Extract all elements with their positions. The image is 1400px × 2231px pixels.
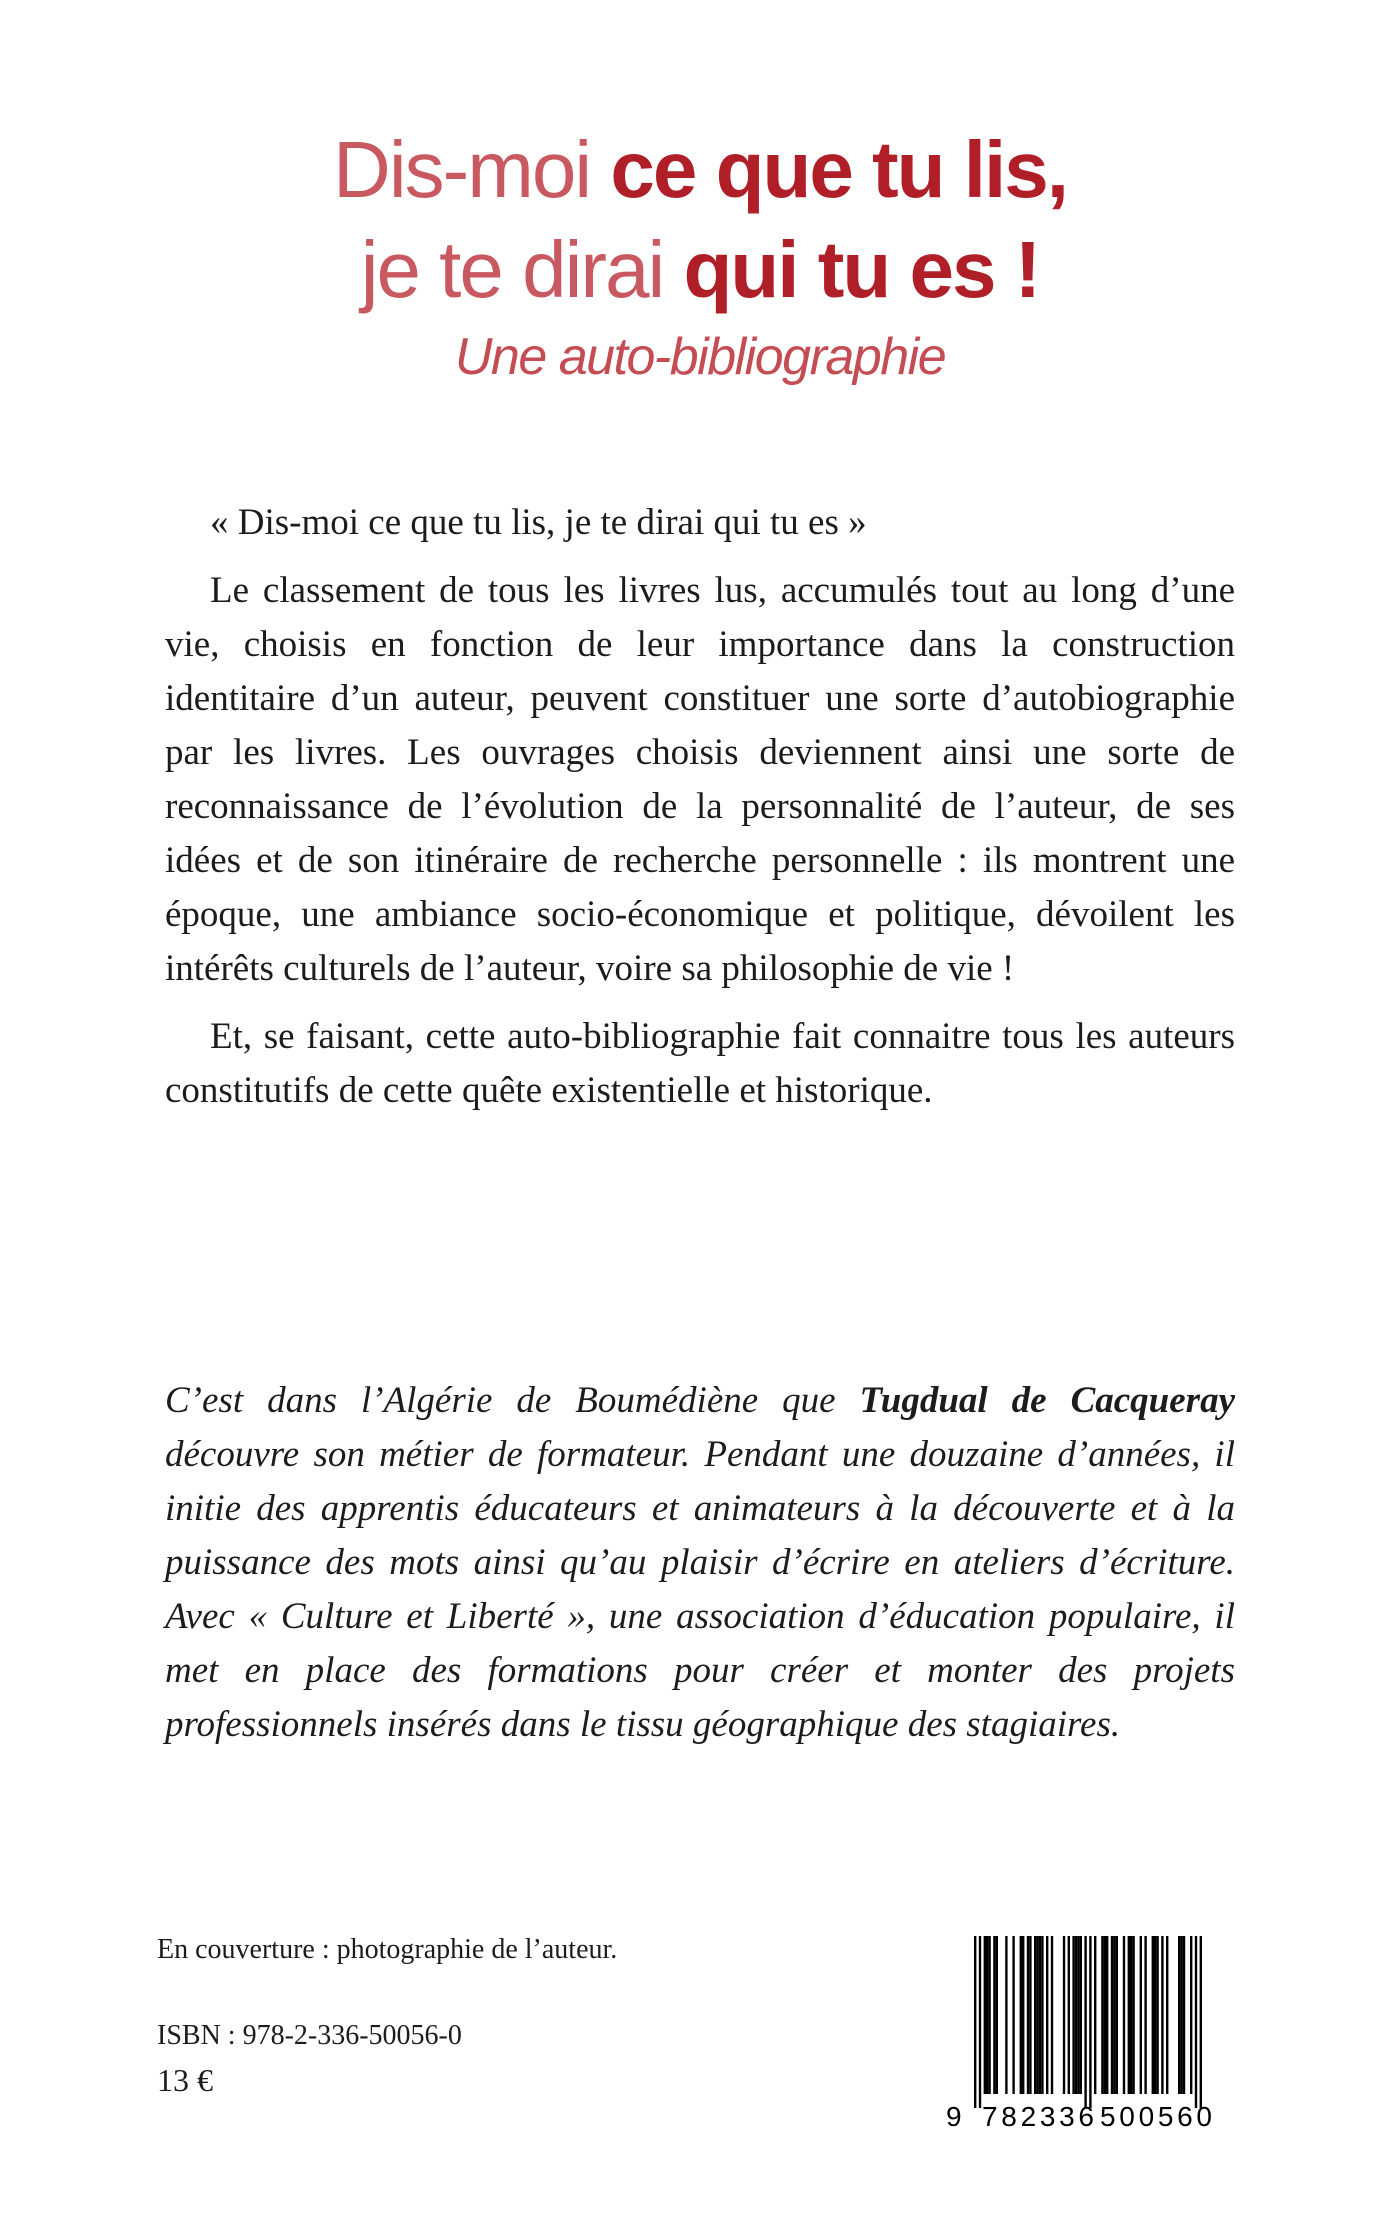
barcode-bar [993, 1936, 995, 2094]
barcode-bar [1200, 1936, 1202, 2108]
barcode-bar [1106, 1936, 1108, 2094]
barcode-bar [996, 1936, 998, 2094]
barcode-bar [1089, 1936, 1091, 2108]
barcode-bar [1113, 1936, 1115, 2094]
barcode-bar [1152, 1936, 1154, 2094]
title-line-1-light: Dis-moi [333, 125, 611, 214]
author-name: Tugdual de Cacqueray [859, 1380, 1235, 1421]
blurb-paragraph-1: Le classement de tous les livres lus, accumulés tout au long d’une vie, choisis en fonction de leur importance dans la construction identitaire d’un auteur, peuvent constituer une sorte d’autobiographie par les livres. Les ouvrages choisis deviennent ainsi une sorte de reconnaissance de l’évolution de la personnalité de l’auteur, de ses idées et de son itinéraire de recherche personnelle : ils montrent une époque, une ambiance socio-économique et politique, dévoilent les intérêts culturels de l’auteur, voire sa philosophie de vie ! [165, 570, 1235, 989]
barcode-bar [1036, 1936, 1038, 2094]
barcode-right-digits: 500560 [1100, 2101, 1212, 2132]
barcode-bar [1029, 1936, 1031, 2094]
barcode-bar [1144, 1936, 1146, 2094]
barcode-bar [1156, 1936, 1158, 2094]
barcode-bars [974, 1936, 1202, 2108]
barcode-bar [1084, 1936, 1086, 2108]
barcode-bar [1128, 1936, 1130, 2094]
barcode-bar [1101, 1936, 1103, 2094]
barcode-bar [1190, 1936, 1192, 2094]
barcode-bar [986, 1936, 988, 2094]
barcode-bar [979, 1936, 981, 2108]
barcode-bar [1178, 1936, 1180, 2094]
title-line-2 [0, 220, 1400, 320]
title-block [0, 120, 1400, 392]
title-line-1 [0, 120, 1400, 220]
barcode-bar [1072, 1936, 1074, 2094]
bio-after: découvre son métier de formateur. Pendant une douzaine d’années, il initie des apprentis éducateurs et animateurs à la découverte et à la puissance des mots ainsi qu’au plaisir d’écrire en ateliers d’écriture. Avec « Culture et Liberté », une association d’éducation populaire, il met en place des formations pour créer et monter des projets professionnels insérés dans le tissu géographique des stagiaires. [165, 1434, 1235, 1745]
barcode-left-digits: 782336 [982, 2101, 1094, 2132]
barcode-bar [1034, 1936, 1036, 2094]
barcode [940, 1932, 1240, 2132]
barcode-bar [1012, 1936, 1014, 2094]
barcode-bar [1104, 1936, 1106, 2094]
barcode-bar [1039, 1936, 1041, 2094]
barcode-bar [1183, 1936, 1185, 2094]
barcode-bar [1180, 1936, 1182, 2094]
barcode-bar [1020, 1936, 1022, 2094]
barcode-bar [1080, 1936, 1082, 2094]
title-line-2-light: je te dirai [360, 225, 684, 314]
barcode-bar [1046, 1936, 1048, 2094]
barcode-bar [1111, 1936, 1113, 2094]
barcode-bar [1077, 1936, 1079, 2094]
barcode-bar [1063, 1936, 1065, 2094]
blurb [165, 496, 1235, 1118]
bio-before: C’est dans l’Algérie de Boumédiène que [165, 1380, 860, 1421]
barcode-first-digit: 9 [946, 2101, 962, 2132]
barcode-bar [1154, 1936, 1156, 2094]
barcode-bar [1022, 1936, 1024, 2094]
barcode-bar [988, 1936, 990, 2094]
barcode-bar [1075, 1936, 1077, 2094]
title-line-2-bold: qui tu es ! [683, 225, 1040, 314]
subtitle: Une auto-bibliographie [454, 328, 946, 386]
barcode-bar [1116, 1936, 1118, 2094]
author-bio [165, 1374, 1235, 1752]
author-bio-text [165, 1374, 1235, 1752]
barcode-bar [1041, 1936, 1043, 2094]
barcode-bar [1140, 1936, 1142, 2094]
cover-credit: En couverture : photographie de l’auteur. [157, 1934, 618, 1965]
barcode-bar [1130, 1936, 1132, 2094]
title-line-1-bold: ce que tu lis, [610, 125, 1067, 214]
blurb-paragraph-2: Et, se faisant, cette auto-bibliographie fait connaitre tous les auteurs constitutifs de cette quête existentielle et historique. [165, 1016, 1235, 1111]
barcode-bar [984, 1936, 986, 2094]
barcode-bar [1094, 1936, 1096, 2094]
barcode-bar [1195, 1936, 1197, 2108]
blurb-quote: « Dis-moi ce que tu lis, je te dirai qui tu es » [210, 502, 867, 543]
barcode-bar [1166, 1936, 1168, 2094]
barcode-bar [1068, 1936, 1070, 2094]
footer-info [157, 1930, 617, 2100]
barcode-bar [974, 1936, 976, 2108]
barcode-bar [1051, 1936, 1053, 2094]
barcode-bar [1123, 1936, 1125, 2094]
isbn: ISBN : 978-2-336-50056-0 [157, 2020, 462, 2051]
barcode-bar [1027, 1936, 1029, 2094]
price: 13 € [157, 2062, 213, 2098]
barcode-bar [1132, 1936, 1134, 2094]
barcode-bar [1161, 1936, 1163, 2094]
barcode-bar [1005, 1936, 1007, 2094]
